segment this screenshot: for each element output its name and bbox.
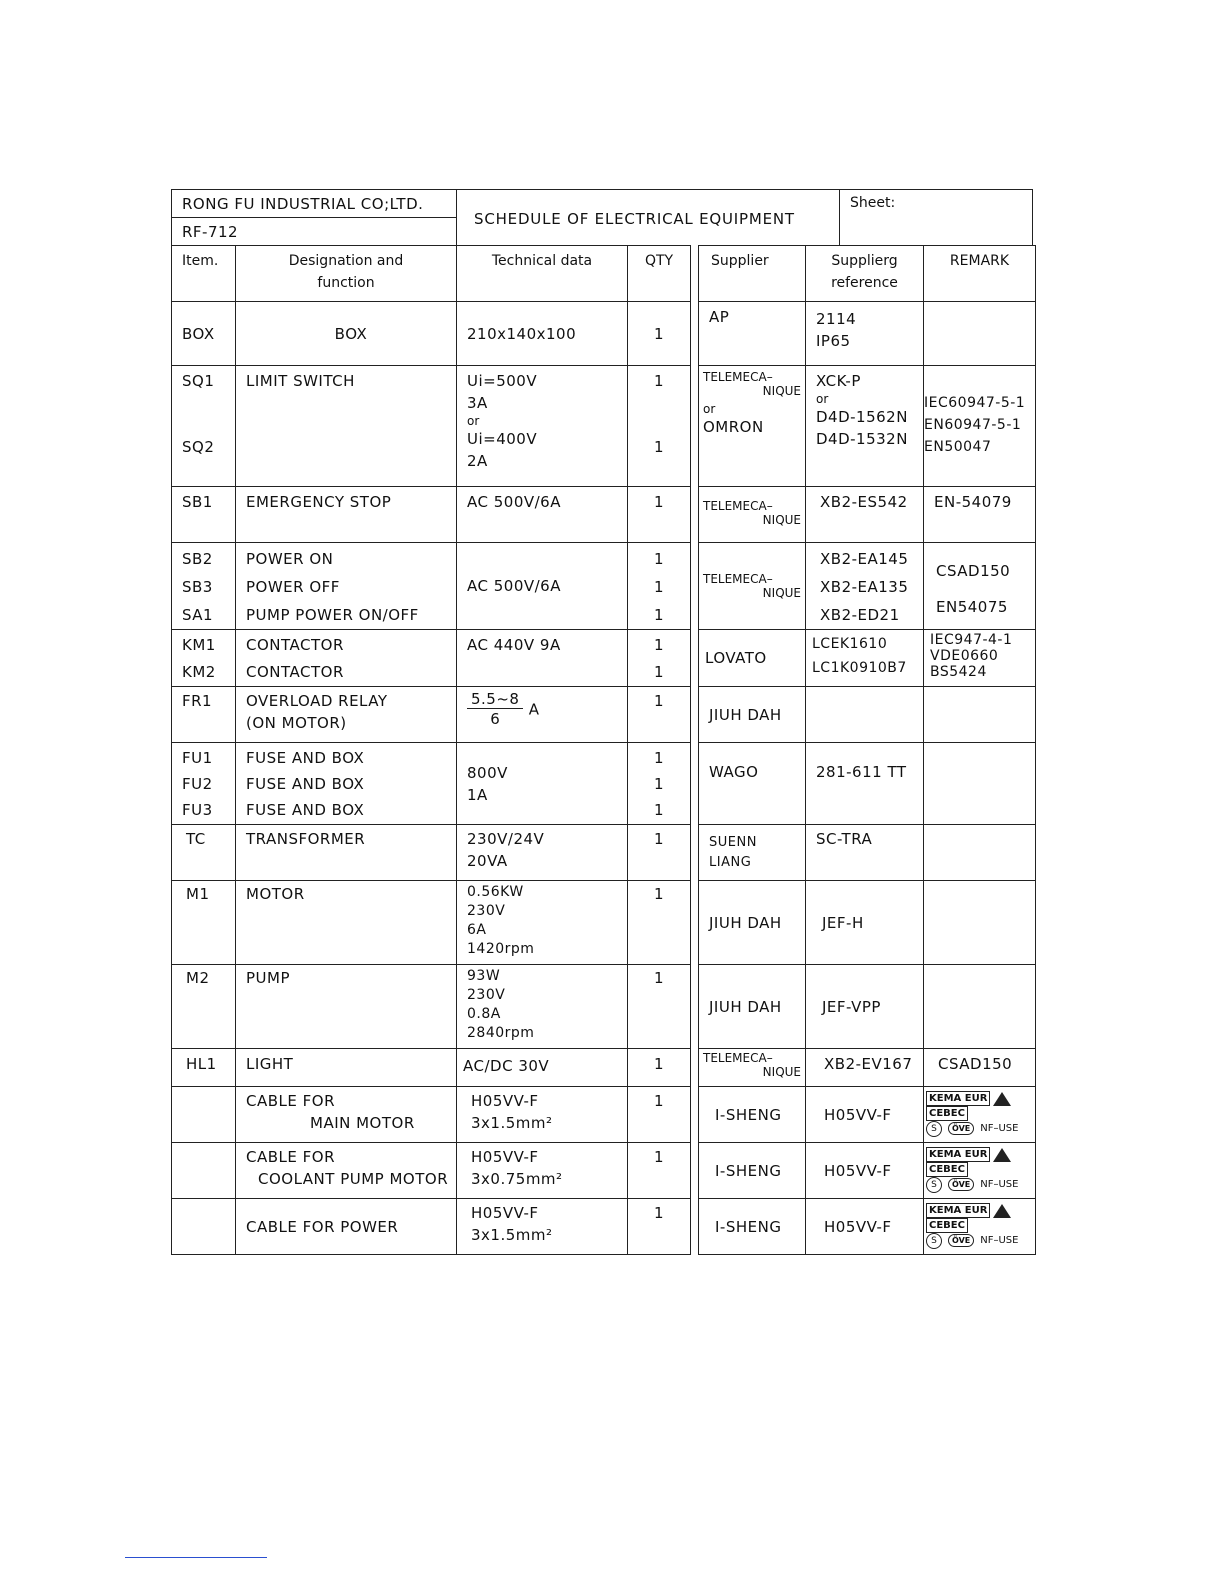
schedule-header (171, 189, 1033, 246)
supplier: I-SHENG (715, 1161, 782, 1180)
supplier: SUENN (709, 835, 757, 850)
designation: EMERGENCY STOP (246, 493, 392, 511)
remark: BS5424 (930, 664, 987, 680)
kema-mark: KEMA EUR (926, 1147, 990, 1162)
unit: A (528, 700, 540, 719)
company-name: RONG FU INDUSTRIAL CO;LTD. (172, 190, 456, 218)
designation: CABLE FOR (246, 1148, 335, 1166)
quantity: 1 (653, 636, 665, 654)
designation: LIGHT (246, 1055, 294, 1073)
column-gap (691, 246, 699, 302)
designation: CABLE FOR (246, 1092, 335, 1110)
quantity: 1 (653, 749, 665, 767)
designation: PUMP POWER ON/OFF (246, 606, 419, 624)
item-code: SQ2 (182, 438, 215, 456)
nf-use-mark: NF–USE (980, 1235, 1019, 1246)
footnote-rule (125, 1557, 267, 1558)
remark: IEC60947-5-1 (924, 395, 1026, 411)
item-code: SB3 (182, 578, 213, 596)
technical-data: 3x1.5mm² (471, 1226, 553, 1244)
designation: POWER OFF (246, 578, 340, 596)
item-code: FU3 (182, 801, 213, 819)
technical-data: 1420rpm (467, 941, 535, 957)
quantity: 1 (653, 606, 665, 624)
item-code: FU1 (182, 749, 213, 767)
table-row (172, 687, 1036, 743)
supplier: TELEMECA– (703, 572, 773, 586)
table-row (172, 743, 1036, 825)
quantity: 1 (653, 438, 665, 456)
technical-data: AC 500V/6A (467, 493, 561, 511)
table-row (172, 965, 1036, 1049)
col-remark: REMARK (924, 246, 1036, 302)
designation: PUMP (246, 969, 291, 987)
supplier-ref: JEF-H (822, 913, 864, 932)
supplier-ref: XB2-EA135 (820, 578, 909, 596)
technical-data: 2840rpm (467, 1025, 535, 1041)
s-mark: S (926, 1121, 942, 1137)
designation: (ON MOTOR) (246, 714, 347, 732)
technical-data: 210x140x100 (467, 324, 577, 343)
item-code: SB2 (182, 550, 213, 568)
table-row (172, 825, 1036, 881)
technical-data: 3x0.75mm² (471, 1170, 563, 1188)
designation: TRANSFORMER (246, 830, 366, 848)
model-number: RF-712 (182, 223, 239, 241)
technical-data: 3x1.5mm² (471, 1114, 553, 1132)
cebec-mark: CEBEC (926, 1218, 968, 1233)
supplier: NIQUE (762, 384, 801, 398)
supplier: TELEMECA– (703, 1051, 773, 1065)
technical-data: H05VV-F (471, 1204, 539, 1222)
technical-data: or (467, 414, 480, 428)
ove-mark: ÖVE (948, 1178, 974, 1191)
designation: MAIN MOTOR (310, 1114, 415, 1132)
technical-data: AC/DC 30V (463, 1057, 550, 1075)
supplier-ref: XB2-EA145 (820, 550, 909, 568)
technical-data: AC 440V 9A (467, 636, 561, 654)
certification-marks (926, 1091, 1035, 1137)
quantity: 1 (653, 493, 665, 511)
remark: CSAD150 (936, 562, 1011, 580)
technical-data: H05VV-F (471, 1148, 539, 1166)
supplier-ref: H05VV-F (824, 1161, 892, 1180)
designation: LIMIT SWITCH (246, 372, 355, 390)
nf-use-mark: NF–USE (980, 1179, 1019, 1190)
technical-data: 20VA (467, 852, 508, 870)
supplier-ref: H05VV-F (824, 1217, 892, 1236)
supplier-ref: LCEK1610 (812, 636, 888, 652)
supplier-ref: XCK-P (816, 372, 861, 390)
designation: OVERLOAD RELAY (246, 692, 388, 710)
table-row (172, 1087, 1036, 1143)
table-row (172, 881, 1036, 965)
kema-mark: KEMA EUR (926, 1203, 990, 1218)
designation: CABLE FOR POWER (246, 1217, 399, 1236)
technical-data: 2A (467, 452, 488, 470)
technical-data: 230V (467, 903, 506, 919)
remark: EN54075 (936, 598, 1008, 616)
supplier: NIQUE (762, 513, 801, 527)
supplier-ref: XB2-ED21 (820, 606, 900, 624)
quantity: 1 (653, 1148, 665, 1166)
supplier-ref: XB2-ES542 (820, 493, 908, 511)
supplier-ref: JEF-VPP (822, 997, 881, 1016)
quantity: 1 (653, 801, 665, 819)
supplier: TELEMECA– (703, 499, 773, 513)
technical-data: 93W (467, 968, 501, 984)
supplier: JIUH DAH (709, 997, 782, 1016)
table-row (172, 487, 1036, 543)
item-code: FR1 (182, 692, 213, 710)
item-code: FU2 (182, 775, 213, 793)
supplier: NIQUE (762, 586, 801, 600)
technical-data: H05VV-F (471, 1092, 539, 1110)
technical-data: 6A (467, 922, 487, 938)
remark: VDE0660 (930, 648, 999, 664)
item-code: SB1 (182, 493, 213, 511)
quantity: 1 (653, 663, 665, 681)
supplier: LOVATO (705, 649, 767, 667)
designation: POWER ON (246, 550, 334, 568)
col-designation: Designation and function (236, 246, 457, 302)
ove-mark: ÖVE (948, 1122, 974, 1135)
technical-data: AC 500V/6A (467, 577, 561, 595)
supplier: NIQUE (762, 1065, 801, 1079)
table-row (172, 366, 1036, 487)
designation: BOX (334, 324, 368, 343)
technical-data: 230V (467, 987, 506, 1003)
table-row (172, 1199, 1036, 1255)
de-triangle-icon (993, 1204, 1011, 1218)
certification-marks (926, 1147, 1035, 1193)
item-code: M2 (186, 969, 210, 987)
technical-data: 1A (467, 785, 488, 804)
technical-data: Ui=500V (467, 372, 538, 390)
remark: EN60947-5-1 (924, 417, 1022, 433)
item-code: SQ1 (182, 372, 215, 390)
table-row (172, 1049, 1036, 1087)
supplier: I-SHENG (715, 1105, 782, 1124)
remark: IEC947-4-1 (930, 632, 1013, 648)
supplier: OMRON (703, 418, 764, 436)
supplier: WAGO (709, 763, 759, 781)
supplier-ref: LC1K0910B7 (812, 660, 907, 676)
designation: CONTACTOR (246, 636, 344, 654)
s-mark: S (926, 1233, 942, 1249)
header-left (172, 190, 457, 247)
col-supplier: Supplier (699, 246, 806, 302)
item-code: KM1 (182, 636, 216, 654)
table-row (172, 1143, 1036, 1199)
equipment-table (171, 245, 1036, 1255)
technical-data: 0.8A (467, 1006, 501, 1022)
technical-data: 3A (467, 394, 488, 412)
supplier-ref: 281-611 TT (816, 763, 907, 781)
remark: EN50047 (924, 439, 992, 455)
quantity: 1 (653, 1055, 665, 1073)
table-row (172, 302, 1036, 366)
cebec-mark: CEBEC (926, 1106, 968, 1121)
quantity: 1 (653, 1092, 665, 1110)
designation: MOTOR (246, 885, 305, 903)
s-mark: S (926, 1177, 942, 1193)
quantity: 1 (653, 550, 665, 568)
supplier-ref: or (816, 392, 829, 406)
de-triangle-icon (993, 1148, 1011, 1162)
designation: COOLANT PUMP MOTOR (258, 1170, 449, 1188)
col-technical: Technical data (457, 246, 628, 302)
quantity: 1 (653, 372, 665, 390)
supplier-ref: 2114 (816, 310, 857, 328)
designation: FUSE AND BOX (246, 749, 365, 767)
item-code: BOX (182, 324, 215, 343)
supplier-ref: D4D-1562N (816, 408, 908, 426)
equipment-schedule (171, 189, 1035, 1247)
technical-data: Ui=400V (467, 430, 538, 448)
quantity: 1 (653, 830, 665, 848)
item-code: HL1 (186, 1055, 217, 1073)
designation: FUSE AND BOX (246, 801, 365, 819)
quantity: 1 (653, 578, 665, 596)
item-code: TC (186, 830, 206, 848)
current-range (467, 690, 523, 729)
cebec-mark: CEBEC (926, 1162, 968, 1177)
supplier: JIUH DAH (709, 705, 782, 724)
item-code: SA1 (182, 606, 214, 624)
kema-mark: KEMA EUR (926, 1091, 990, 1106)
supplier: or (703, 402, 716, 416)
nf-use-mark: NF–USE (980, 1123, 1019, 1134)
supplier-ref: XB2-EV167 (824, 1055, 913, 1073)
supplier-ref: D4D-1532N (816, 430, 908, 448)
col-item: Item. (172, 246, 236, 302)
quantity: 1 (653, 885, 665, 903)
technical-data: 0.56KW (467, 884, 524, 900)
column-header-row (172, 246, 1036, 302)
col-supplier-ref: Supplierg reference (806, 246, 924, 302)
schedule-title: SCHEDULE OF ELECTRICAL EQUIPMENT (474, 210, 795, 228)
remark: EN-54079 (934, 493, 1012, 511)
quantity: 1 (653, 775, 665, 793)
table-row (172, 630, 1036, 687)
ove-mark: ÖVE (948, 1234, 974, 1247)
quantity: 1 (653, 1204, 665, 1222)
quantity: 1 (653, 969, 665, 987)
quantity: 1 (653, 692, 665, 710)
supplier-ref: SC-TRA (816, 830, 873, 848)
supplier: LIANG (709, 855, 752, 870)
supplier-ref: IP65 (816, 332, 851, 350)
certification-marks (926, 1203, 1035, 1249)
supplier: JIUH DAH (709, 913, 782, 932)
item-code: KM2 (182, 663, 216, 681)
remark: CSAD150 (938, 1055, 1013, 1073)
designation: FUSE AND BOX (246, 775, 365, 793)
item-code: M1 (186, 885, 210, 903)
supplier-ref: H05VV-F (824, 1105, 892, 1124)
designation: CONTACTOR (246, 663, 344, 681)
technical-data: 230V/24V (467, 830, 545, 848)
de-triangle-icon (993, 1092, 1011, 1106)
table-row (172, 543, 1036, 630)
technical-data: 800V (467, 763, 508, 782)
supplier: I-SHENG (715, 1217, 782, 1236)
fraction-numerator: 5.5~8 (467, 690, 523, 709)
supplier: TELEMECA– (703, 370, 773, 384)
quantity: 1 (653, 324, 665, 343)
fraction-denominator: 6 (490, 710, 501, 728)
supplier: AP (709, 308, 730, 326)
col-qty: QTY (628, 246, 691, 302)
sheet-label: Sheet: (839, 190, 1032, 245)
